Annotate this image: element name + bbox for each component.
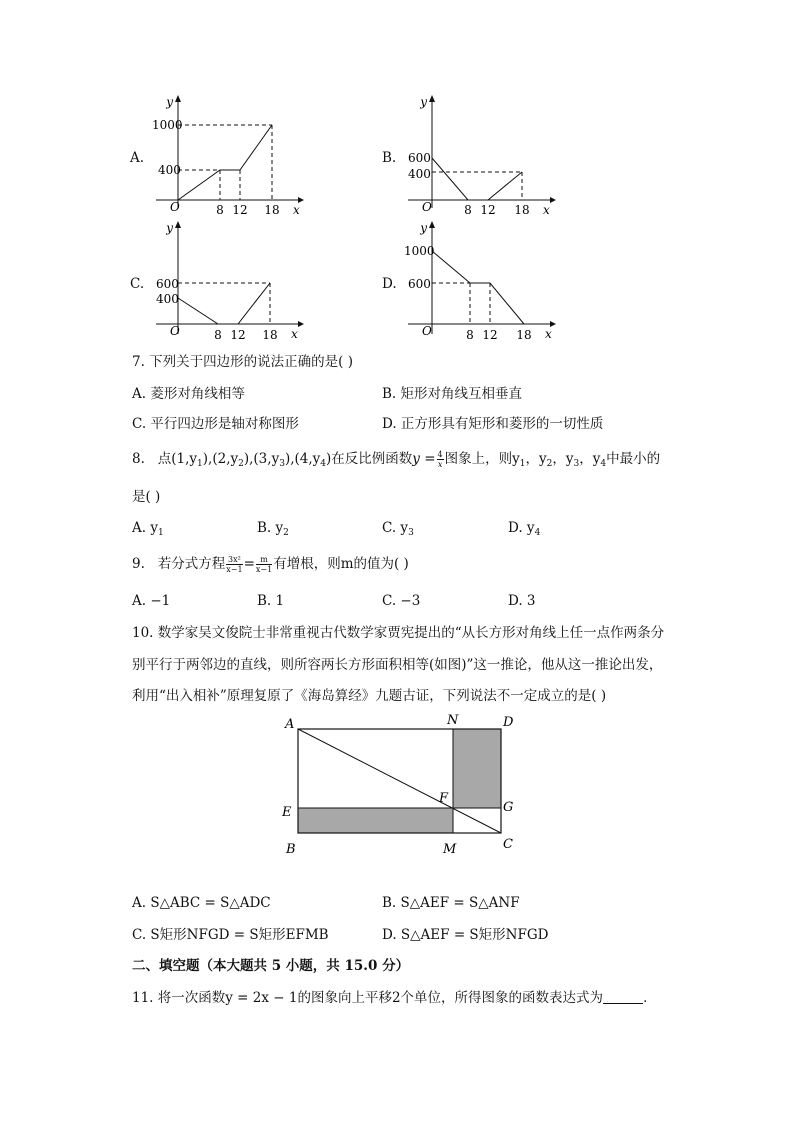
q8-number: 8. (132, 451, 145, 467)
point-label-f: F (439, 791, 449, 806)
graph-option-d (400, 216, 560, 346)
section-heading: 二、填空题（本大题共 5 小题，共 15.0 分） (132, 958, 410, 974)
y-tick: 1000 (404, 244, 435, 258)
x-tick: 18 (516, 328, 532, 342)
y-tick: 400 (156, 292, 179, 306)
x-axis-label: x (545, 327, 552, 341)
y-axis-label: y (166, 95, 173, 109)
origin-label: O (422, 200, 432, 214)
x-tick: 12 (232, 203, 248, 217)
y-axis-label: y (420, 221, 427, 235)
q9-option-d: D. 3 (508, 593, 536, 609)
y-tick: 1000 (152, 118, 183, 132)
point-label-e: E (282, 805, 292, 820)
q7-option-c: C. 平行四边形是轴对称图形 (132, 416, 299, 432)
x-tick: 8 (464, 203, 472, 217)
x-axis-label: x (543, 203, 550, 217)
x-tick: 18 (514, 203, 530, 217)
point-label-b: B (286, 842, 296, 857)
q10-line3: 利用“出入相补”原理复原了《海岛算经》九题古证，下列说法不一定成立的是( ) (132, 688, 607, 704)
q10-option-d: D. S△AEF = S矩形NFGD (382, 927, 549, 943)
q11-stem: 11. 将一次函数y = 2x − 1的图象向上平移2个单位，所得图象的函数表达式为 ． (132, 990, 657, 1006)
point-label-n: N (447, 713, 459, 728)
x-axis-label: x (293, 203, 300, 217)
graph-option-b-label: B. (382, 150, 397, 166)
graph-option-c-label: C. (130, 276, 145, 292)
graph-option-c (148, 216, 308, 346)
x-tick: 8 (214, 328, 222, 342)
point-label-g: G (503, 800, 514, 815)
graph-option-a-label: A. (130, 150, 145, 166)
origin-label: O (422, 324, 432, 338)
q10-option-a: A. S△ABC = S△ADC (132, 895, 271, 911)
y-tick: 600 (408, 151, 431, 165)
q7-option-a: A. 菱形对角线相等 (132, 386, 245, 402)
point-label-c: C (503, 837, 513, 852)
q7-option-b: B. 矩形对角线互相垂直 (382, 386, 523, 402)
x-tick: 18 (262, 328, 278, 342)
q7-option-d: D. 正方形具有矩形和菱形的一切性质 (382, 416, 604, 432)
q10-line1: 10. 数学家吴文俊院士非常重视古代数学家贾宪提出的“从长方形对角线上任一点作两条分 (132, 625, 665, 641)
q8-option-d: D. $y_4$ (508, 520, 541, 538)
y-tick: 400 (158, 163, 181, 177)
q10-option-b: B. S△AEF = S△ANF (382, 895, 520, 911)
graph-option-a (148, 90, 308, 220)
q9-option-c: C. −3 (382, 593, 421, 609)
q8-fraction: $\frac{4}{x}$ (437, 450, 443, 469)
q7-stem: 7. 下列关于四边形的说法正确的是( ) (132, 354, 353, 370)
x-tick: 12 (230, 328, 246, 342)
x-tick: 12 (482, 328, 498, 342)
y-tick: 600 (156, 277, 179, 291)
q9-option-b: B. 1 (257, 593, 285, 609)
x-tick: 18 (264, 203, 280, 217)
q10-figure (278, 708, 528, 858)
q10-option-c: C. S矩形NFGD = S矩形EFMB (132, 927, 329, 943)
y-axis-label: y (166, 221, 173, 235)
point-label-d: D (503, 715, 514, 730)
point-label-m: M (443, 842, 457, 857)
y-tick: 600 (408, 277, 431, 291)
origin-label: O (170, 200, 180, 214)
q9-option-a: A. −1 (132, 593, 171, 609)
x-tick: 12 (480, 203, 496, 217)
graph-option-d-label: D. (382, 276, 397, 292)
q9-stem: 9. 若分式方程 $\frac{\text{3x²}}{x-1}$ = $\frac{m}{x-1}$ 有增根，则m的值为( ) (132, 555, 409, 574)
graph-option-b (400, 90, 560, 220)
q8-option-c: C. $y_3$ (382, 520, 414, 538)
x-axis-label: x (291, 327, 298, 341)
q8-stem-line2: 是( ) (132, 489, 161, 505)
y-tick: 400 (408, 167, 431, 181)
y-axis-label: y (420, 95, 427, 109)
x-tick: 8 (466, 328, 474, 342)
q8-option-b: B. $y_2$ (257, 520, 289, 538)
q8-stem: 8. 点$(1,y_1),(2,y_2),(3,y_3),(4,y_4)$在反比例函数y = $\frac{4}{x}$ 图象上，则$y_1$，$y_2$，$y_3$，$y_4$中最小的 (132, 450, 661, 469)
point-label-a: A (285, 717, 295, 732)
answer-blank[interactable] (603, 989, 643, 1004)
origin-label: O (170, 324, 180, 338)
q8-option-a: A. $y_1$ (132, 520, 164, 538)
x-tick: 8 (216, 203, 224, 217)
q10-line2: 别平行于两邻边的直线，则所容两长方形面积相等(如图)”这一推论，他从这一推论出发， (132, 657, 663, 673)
